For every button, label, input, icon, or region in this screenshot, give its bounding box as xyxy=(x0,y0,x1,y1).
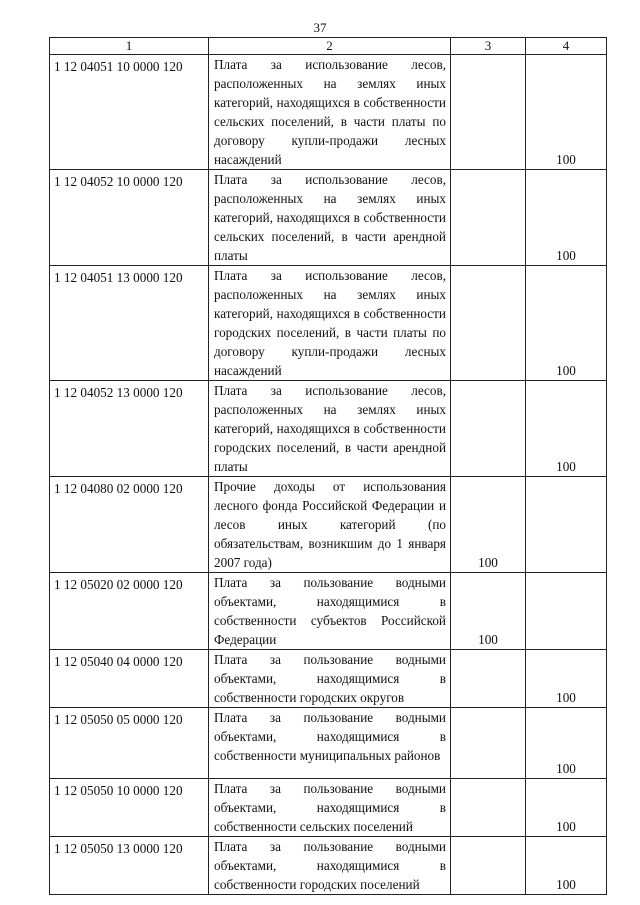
row-description: Плата за пользование водными объектами, находящимися в собственности городских округов xyxy=(209,650,451,708)
column-header-2: 2 xyxy=(209,38,451,55)
row-col3-value xyxy=(451,170,526,266)
row-description: Плата за использование лесов, расположенных на землях иных категорий, находящихся в собственности городских поселений, в части арендной платы xyxy=(209,381,451,477)
row-code: 1 12 04052 10 0000 120 xyxy=(50,170,209,266)
row-col3-value xyxy=(451,837,526,895)
row-code: 1 12 05040 04 0000 120 xyxy=(50,650,209,708)
page-number: 37 xyxy=(313,20,327,35)
column-header-3: 3 xyxy=(451,38,526,55)
row-col4-value: 100 xyxy=(526,650,607,708)
row-code: 1 12 04051 13 0000 120 xyxy=(50,266,209,381)
row-col3-value xyxy=(451,381,526,477)
row-code: 1 12 05050 10 0000 120 xyxy=(50,779,209,837)
table-row xyxy=(50,170,607,266)
row-col4-value: 100 xyxy=(526,266,607,381)
row-col4-value xyxy=(526,573,607,650)
row-col4-value xyxy=(526,477,607,573)
table-row xyxy=(50,573,607,650)
row-code: 1 12 05050 05 0000 120 xyxy=(50,708,209,779)
table-row xyxy=(50,266,607,381)
row-description: Плата за использование лесов, расположенных на землях иных категорий, находящихся в собственности городских поселений, в части платы по договору купли-продажи лесных насаждений xyxy=(209,266,451,381)
row-col4-value: 100 xyxy=(526,708,607,779)
row-col4-value: 100 xyxy=(526,170,607,266)
row-code: 1 12 04080 02 0000 120 xyxy=(50,477,209,573)
row-code: 1 12 04052 13 0000 120 xyxy=(50,381,209,477)
row-code: 1 12 05020 02 0000 120 xyxy=(50,573,209,650)
row-col3-value xyxy=(451,650,526,708)
table-row xyxy=(50,837,607,895)
table-row xyxy=(50,708,607,779)
row-col3-value xyxy=(451,779,526,837)
table-row xyxy=(50,650,607,708)
row-code: 1 12 04051 10 0000 120 xyxy=(50,55,209,170)
table-header-row xyxy=(50,38,607,55)
row-description: Плата за использование лесов, расположенных на землях иных категорий, находящихся в собственности сельских поселений, в части платы по договору купли-продажи лесных насаждений xyxy=(209,55,451,170)
row-col4-value: 100 xyxy=(526,779,607,837)
revenue-codes-table xyxy=(49,37,607,895)
row-col3-value xyxy=(451,708,526,779)
row-col4-value: 100 xyxy=(526,381,607,477)
row-description: Плата за использование лесов, расположенных на землях иных категорий, находящихся в собственности сельских поселений, в части арендной платы xyxy=(209,170,451,266)
row-code: 1 12 05050 13 0000 120 xyxy=(50,837,209,895)
row-col3-value xyxy=(451,266,526,381)
row-description: Плата за пользование водными объектами, находящимися в собственности городских поселений xyxy=(209,837,451,895)
row-description: Плата за пользование водными объектами, находящимися в собственности муниципальных районов xyxy=(209,708,451,779)
column-header-4: 4 xyxy=(526,38,607,55)
row-col3-value: 100 xyxy=(451,573,526,650)
row-col4-value: 100 xyxy=(526,55,607,170)
row-description: Плата за пользование водными объектами, находящимися в собственности сельских поселений xyxy=(209,779,451,837)
row-col3-value xyxy=(451,55,526,170)
row-col4-value: 100 xyxy=(526,837,607,895)
row-description: Плата за пользование водными объектами, находящимися в собственности субъектов Российской Федерации xyxy=(209,573,451,650)
column-header-1: 1 xyxy=(50,38,209,55)
table-row xyxy=(50,477,607,573)
table-row xyxy=(50,381,607,477)
row-col3-value: 100 xyxy=(451,477,526,573)
row-description: Прочие доходы от использования лесного фонда Российской Федерации и лесов иных категорий (по обязательствам, возникшим до 1 января 2007 года) xyxy=(209,477,451,573)
table-row xyxy=(50,779,607,837)
table-row xyxy=(50,55,607,170)
